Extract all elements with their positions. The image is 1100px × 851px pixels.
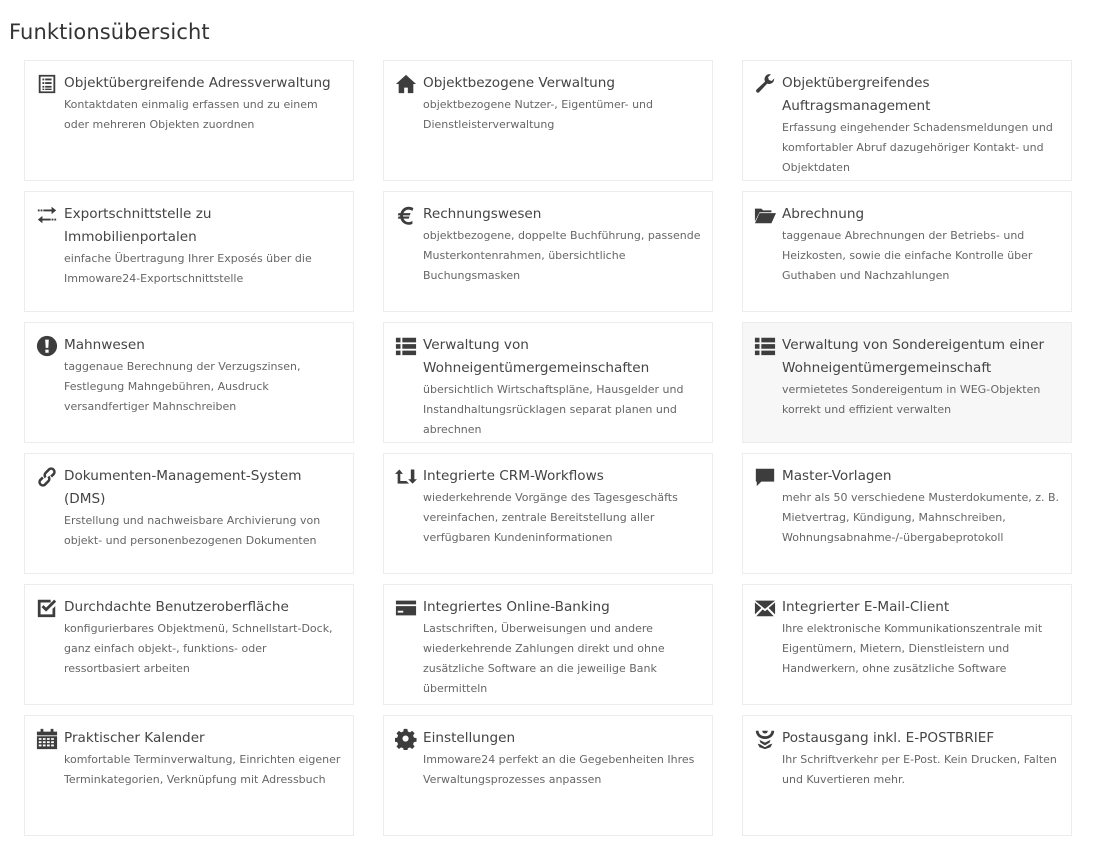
feature-title: Verwaltung von Wohneigentümergemeinschaften: [423, 337, 650, 376]
feature-card-settings[interactable]: [383, 715, 713, 836]
feature-description: Lastschriften, Überweisungen und andere wiederkehrende Zahlungen direkt und ohne zusätzliche Software an die jeweilige Bank übermitteln: [423, 622, 665, 695]
feature-card-user-interface[interactable]: [24, 584, 354, 705]
feature-card-dms[interactable]: [24, 453, 354, 574]
feature-description: Ihre elektronische Kommunikationszentrale mit Eigentümern, Mietern, Dienstleistern und Handwerkern, ohne zusätzliche Software: [782, 622, 1043, 675]
feature-title: Rechnungswesen: [423, 206, 542, 222]
feature-card-address-management[interactable]: [24, 60, 354, 181]
feature-card-online-banking[interactable]: [383, 584, 713, 705]
feature-description: einfache Übertragung Ihrer Exposés über die Immoware24-Exportschnittstelle: [64, 252, 312, 285]
feature-title: Exportschnittstelle zu Immobilienportalen: [64, 206, 212, 245]
feature-description: taggenaue Abrechnungen der Betriebs- und Heizkosten, sowie die einfache Kontrolle über Guthaben und Nachzahlungen: [782, 229, 1033, 282]
credit-card-icon: [394, 596, 418, 620]
gear-icon: [394, 727, 418, 751]
feature-card-billing[interactable]: [742, 191, 1072, 312]
retweet-icon: [394, 465, 418, 489]
feature-card-email-client[interactable]: [742, 584, 1072, 705]
link-icon: [35, 465, 59, 489]
feature-title: Objektübergreifende Adressverwaltung: [64, 75, 331, 91]
feature-card-accounting[interactable]: [383, 191, 713, 312]
feature-card-special-property[interactable]: [742, 322, 1072, 443]
feature-description: vermietetes Sondereigentum in WEG-Objekten korrekt und effizient verwalten: [782, 383, 1041, 416]
feature-card-calendar[interactable]: [24, 715, 354, 836]
feature-card-order-management[interactable]: [742, 60, 1072, 181]
feature-title: Dokumenten-Management-System (DMS): [64, 468, 302, 507]
feature-card-post-outbox[interactable]: [742, 715, 1072, 836]
list-icon: [394, 334, 418, 358]
feature-title: Praktischer Kalender: [64, 730, 205, 746]
feature-description: mehr als 50 verschiedene Musterdokumente, z. B. Mietvertrag, Kündigung, Mahnschreiben, Wohnungsabnahme-/-übergabeprotokoll: [782, 491, 1060, 544]
feature-title: Integrierte CRM-Workflows: [423, 468, 604, 484]
comment-icon: [753, 465, 777, 489]
feature-description: Erfassung eingehender Schadensmeldungen und komfortabler Abruf dazugehöriger Kontakt- und Objektdaten: [782, 121, 1053, 174]
home-icon: [394, 72, 418, 96]
feature-card-crm-workflows[interactable]: [383, 453, 713, 574]
folder-open-icon: [753, 203, 777, 227]
checkbox-icon: [35, 596, 59, 620]
feature-description: Immoware24 perfekt an die Gegebenheiten Ihres Verwaltungsprozesses anpassen: [423, 753, 695, 786]
feature-description: Kontaktdaten einmalig erfassen und zu einem oder mehreren Objekten zuordnen: [64, 98, 318, 131]
address-list-icon: [35, 72, 59, 96]
feature-description: Ihr Schriftverkehr per E-Post. Kein Drucken, Falten und Kuvertieren mehr.: [782, 753, 1057, 786]
feature-title: Abrechnung: [782, 206, 865, 222]
feature-title: Objektbezogene Verwaltung: [423, 75, 616, 91]
euro-icon: [394, 203, 418, 227]
page-title: Funktionsübersicht: [9, 20, 210, 44]
feature-card-weg-management[interactable]: [383, 322, 713, 443]
feature-title: Integrierter E-Mail-Client: [782, 599, 950, 615]
feature-description: übersichtlich Wirtschaftspläne, Hausgelder und Instandhaltungsrücklagen separat planen und abrechnen: [423, 383, 684, 436]
feature-description: objektbezogene Nutzer-, Eigentümer- und Dienstleisterverwaltung: [423, 98, 654, 131]
feature-title: Integriertes Online-Banking: [423, 599, 610, 615]
envelope-icon: [753, 596, 777, 620]
feature-description: komfortable Terminverwaltung, Einrichten eigener Terminkategorien, Verknüpfung mit Adressbuch: [64, 753, 341, 786]
feature-title: Mahnwesen: [64, 337, 145, 353]
post-horn-icon: [753, 727, 777, 751]
feature-description: taggenaue Berechnung der Verzugszinsen, Festlegung Mahngebühren, Ausdruck versandfertiger Mahnschreiben: [64, 360, 301, 413]
exchange-arrows-icon: [35, 203, 59, 227]
feature-title: Objektübergreifendes Auftragsmanagement: [782, 75, 931, 114]
feature-title: Einstellungen: [423, 730, 516, 746]
feature-title: Master-Vorlagen: [782, 468, 892, 484]
feature-grid: [24, 60, 1072, 836]
feature-description: objektbezogene, doppelte Buchführung, passende Musterkontenrahmen, übersichtliche Buchungsmasken: [423, 229, 701, 282]
feature-description: Erstellung und nachweisbare Archivierung von objekt- und personenbezogenen Dokumenten: [64, 514, 321, 547]
feature-description: konfigurierbares Objektmenü, Schnellstart-Dock, ganz einfach objekt-, funktions- oder ressortbasiert arbeiten: [64, 622, 333, 675]
feature-title: Postausgang inkl. E-POSTBRIEF: [782, 730, 995, 746]
exclamation-circle-icon: [35, 334, 59, 358]
feature-card-master-templates[interactable]: [742, 453, 1072, 574]
feature-title: Verwaltung von Sondereigentum einer Wohneigentümergemeinschaft: [782, 337, 1045, 376]
feature-card-export-interface[interactable]: [24, 191, 354, 312]
wrench-icon: [753, 72, 777, 96]
calendar-icon: [35, 727, 59, 751]
feature-card-property-management[interactable]: [383, 60, 713, 181]
feature-title: Durchdachte Benutzeroberfläche: [64, 599, 289, 615]
feature-description: wiederkehrende Vorgänge des Tagesgeschäfts vereinfachen, zentrale Bereitstellung aller verfügbaren Kundeninformationen: [423, 491, 678, 544]
list-icon: [753, 334, 777, 358]
feature-card-dunning[interactable]: [24, 322, 354, 443]
